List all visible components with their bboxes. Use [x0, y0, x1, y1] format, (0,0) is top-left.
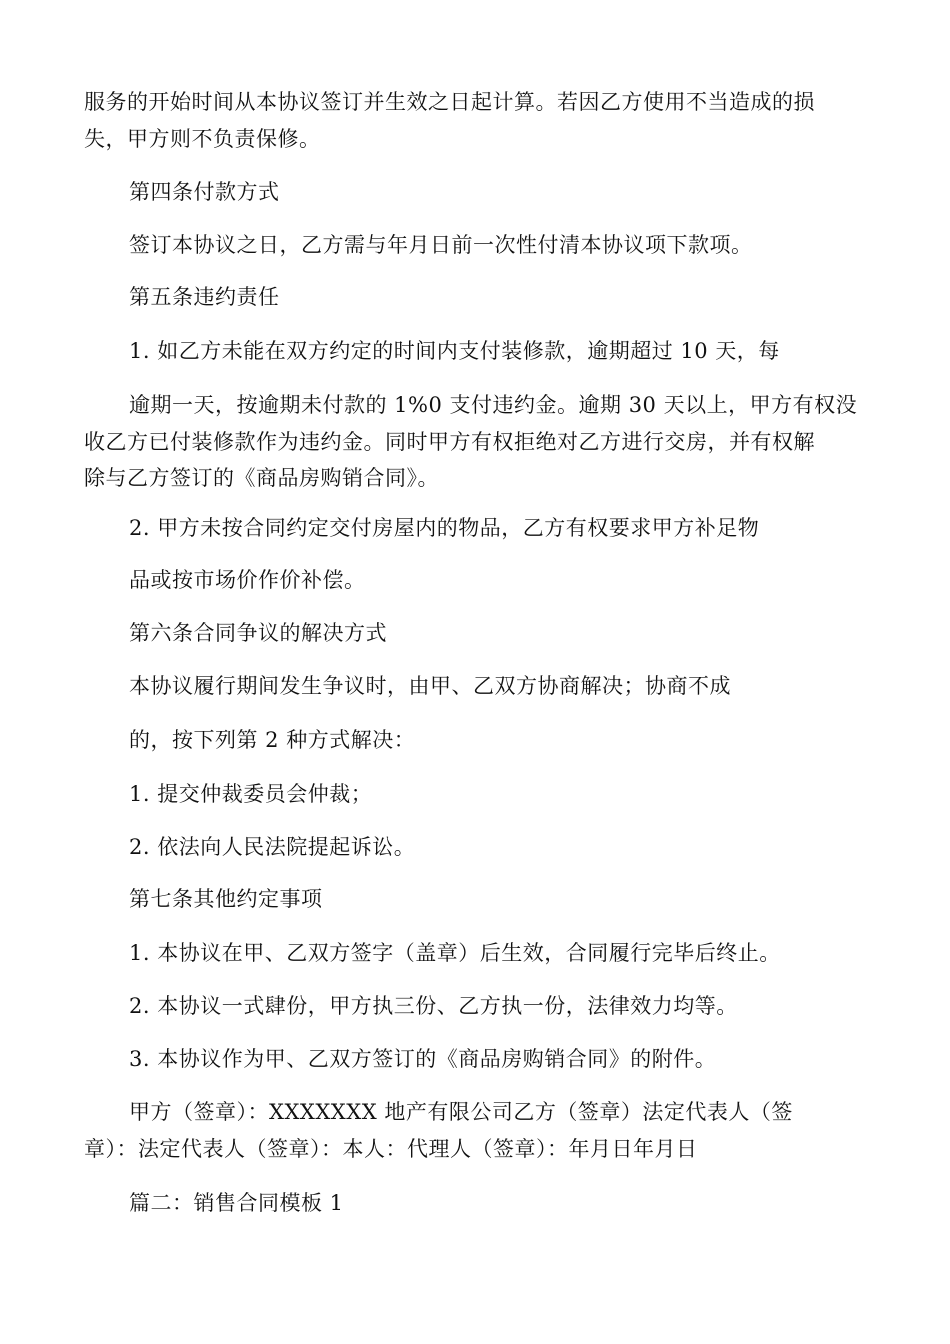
- signature-line: 甲方（签章）：XXXXXXX 地产有限公司乙方（签章）法定代表人（签: [129, 1100, 793, 1124]
- list-item: 1. 提交仲裁委员会仲裁；: [129, 782, 373, 806]
- paragraph-line: 服务的开始时间从本协议签订并生效之日起计算。若因乙方使用不当造成的损: [84, 90, 815, 114]
- list-item: 3. 本协议作为甲、乙双方签订的《商品房购销合同》的附件。: [129, 1047, 717, 1071]
- list-item: 2. 本协议一式肆份，甲方执三份、乙方执一份，法律效力均等。: [129, 994, 738, 1018]
- next-section-title: 篇二：销售合同模板 1: [129, 1191, 344, 1215]
- paragraph-line: 逾期一天，按逾期未付款的 1%0 支付违约金。逾期 30 天以上，甲方有权没: [129, 393, 858, 417]
- section-heading: 第七条其他约定事项: [129, 887, 323, 911]
- paragraph-line: 失，甲方则不负责保修。: [84, 127, 321, 151]
- section-heading: 第五条违约责任: [129, 285, 280, 309]
- list-item: 1. 如乙方未能在双方约定的时间内支付装修款，逾期超过 10 天，每: [129, 339, 780, 363]
- paragraph-line: 收乙方已付装修款作为违约金。同时甲方有权拒绝对乙方进行交房，并有权解: [84, 430, 815, 454]
- list-item: 2. 甲方未按合同约定交付房屋内的物品，乙方有权要求甲方补足物: [129, 516, 760, 540]
- paragraph-line: 的，按下列第 2 种方式解决：: [129, 728, 416, 752]
- paragraph-line: 品或按市场价作价补偿。: [129, 568, 366, 592]
- paragraph-line: 签订本协议之日，乙方需与年月日前一次性付清本协议项下款项。: [129, 233, 753, 257]
- paragraph-line: 本协议履行期间发生争议时，由甲、乙双方协商解决；协商不成: [129, 674, 731, 698]
- section-heading: 第六条合同争议的解决方式: [129, 621, 387, 645]
- list-item: 2. 依法向人民法院提起诉讼。: [129, 835, 416, 859]
- list-item: 1. 本协议在甲、乙双方签字（盖章）后生效，合同履行完毕后终止。: [129, 941, 781, 965]
- section-heading: 第四条付款方式: [129, 180, 280, 204]
- signature-line: 章）：法定代表人（签章）：本人：代理人（签章）：年月日年月日: [84, 1137, 698, 1161]
- paragraph-line: 除与乙方签订的《商品房购销合同》。: [84, 466, 439, 490]
